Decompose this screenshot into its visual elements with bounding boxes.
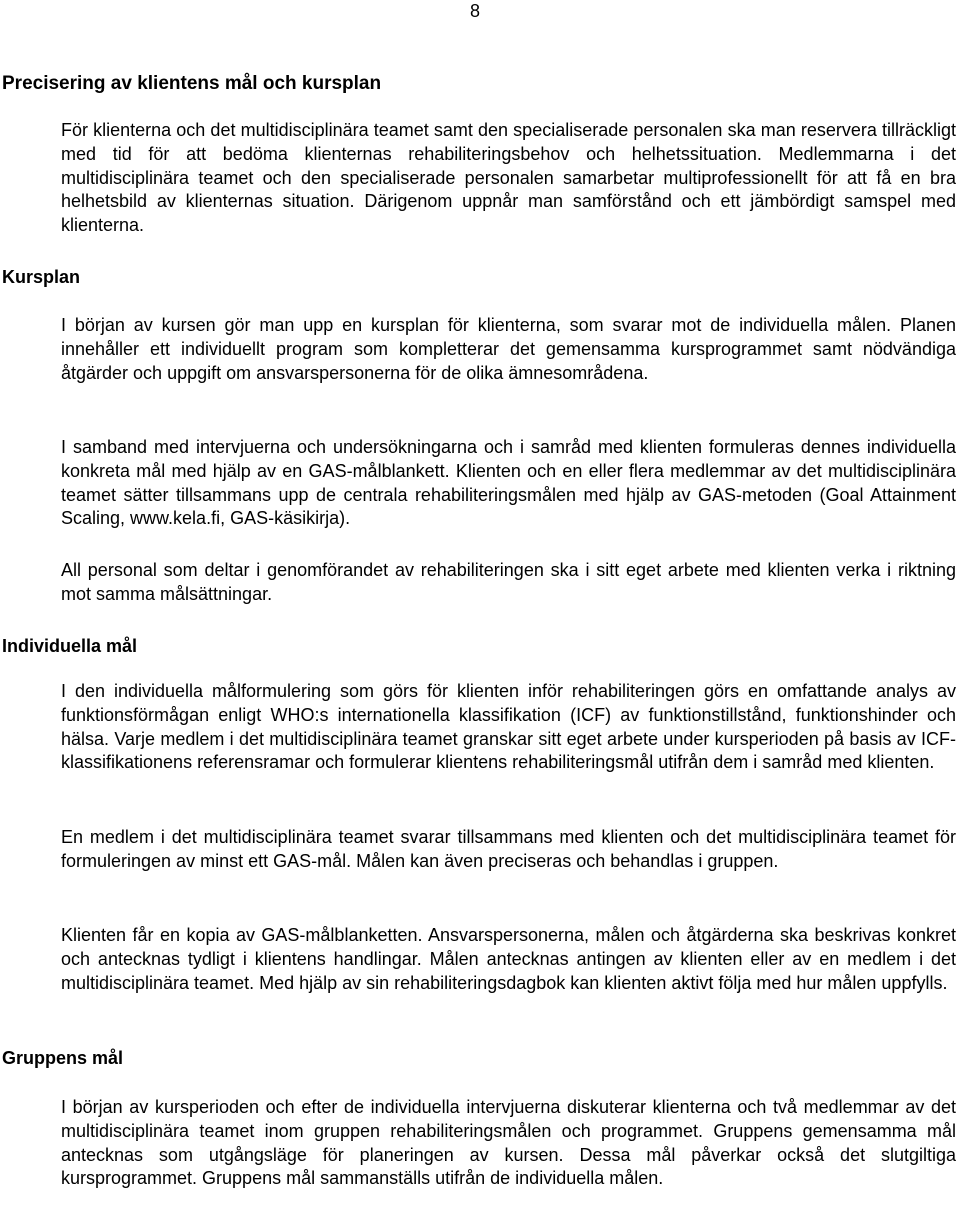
page-number: 8 [470,1,481,21]
individuella-paragraph-2: En medlem i det multidisciplinära teamet svarar tillsammans med klienten och det multidisciplinära teamet för formuleringen av minst ett GAS-mål. Målen kan även preciseras och behandlas i gruppen. [61,827,956,871]
kursplan-heading: Kursplan [2,267,81,287]
kursplan-paragraph-1: I början av kursen gör man upp en kursplan för klienterna, som svarar mot de individuella målen. Planen innehåller ett individuellt program som kompletterar det gemensamma kursprogrammet samt nödvändiga åtgärder och uppgift om ansvarspersonerna för de olika ämnesområdena. [61,315,956,383]
gruppens-paragraph-1: I början av kursperioden och efter de individuella intervjuerna diskuterar klienterna och två medlemmar av det multidisciplinära teamet inom gruppen rehabiliteringsmålen och programmet. Gruppens gemensamma mål antecknas som utgångsläge för planeringen av kursen. Dessa mål påverkar också det slutgiltiga kursprogrammet. Gruppens mål sammanställs utifrån de individuella målen. [61,1097,956,1189]
intro-paragraph: För klienterna och det multidisciplinära teamet samt den specialiserade personalen ska man reservera tillräckligt med tid för att bedöma klienternas rehabiliteringsbehov och helhetssituation. Medlemmarna i det multidisciplinära teamet och den specialiserade personalen samarbetar multiprofessionellt för att få en bra helhetsbild av klienternas situation. Därigenom uppnår man samförstånd och ett jämbördigt samspel med klienterna. [61,120,956,236]
kursplan-paragraph-3: All personal som deltar i genomförandet av rehabiliteringen ska i sitt eget arbete med klienten verka i riktning mot samma målsättningar. [61,560,956,604]
individuella-paragraph-1: I den individuella målformulering som görs för klienten inför rehabiliteringen görs en omfattande analys av funktionsförmågan enligt WHO:s internationella klassifikation (ICF) av funktionstillstånd, funktionshinder och hälsa. Varje medlem i det multidisciplinära teamet granskar sitt eget arbete under kursperioden på basis av ICF-klassifikationens referensramar och formulerar klientens rehabiliteringsmål utifrån dem i samråd med klienten. [61,681,956,773]
gruppens-heading: Gruppens mål [2,1048,124,1068]
individuella-heading: Individuella mål [2,636,138,656]
individuella-paragraph-3: Klienten får en kopia av GAS-målblanketten. Ansvarspersonerna, målen och åtgärderna ska beskrivas konkret och antecknas tydligt i klientens handlingar. Målen antecknas antingen av klienten eller av en medlem i det multidisciplinära teamet. Med hjälp av sin rehabiliteringsdagbok kan klienten aktivt följa med hur målen uppfylls. [61,925,956,993]
page-title: Precisering av klientens mål och kursplan [2,73,382,94]
kursplan-paragraph-2: I samband med intervjuerna och undersökningarna och i samråd med klienten formuleras dennes individuella konkreta mål med hjälp av en GAS-målblankett. Klienten och en eller flera medlemmar av det multidisciplinära teamet sätter tillsammans upp de centrala rehabiliteringsmålen med hjälp av GAS-metoden (Goal Attainment Scaling, www.kela.fi, GAS-käsikirja). [61,437,956,529]
